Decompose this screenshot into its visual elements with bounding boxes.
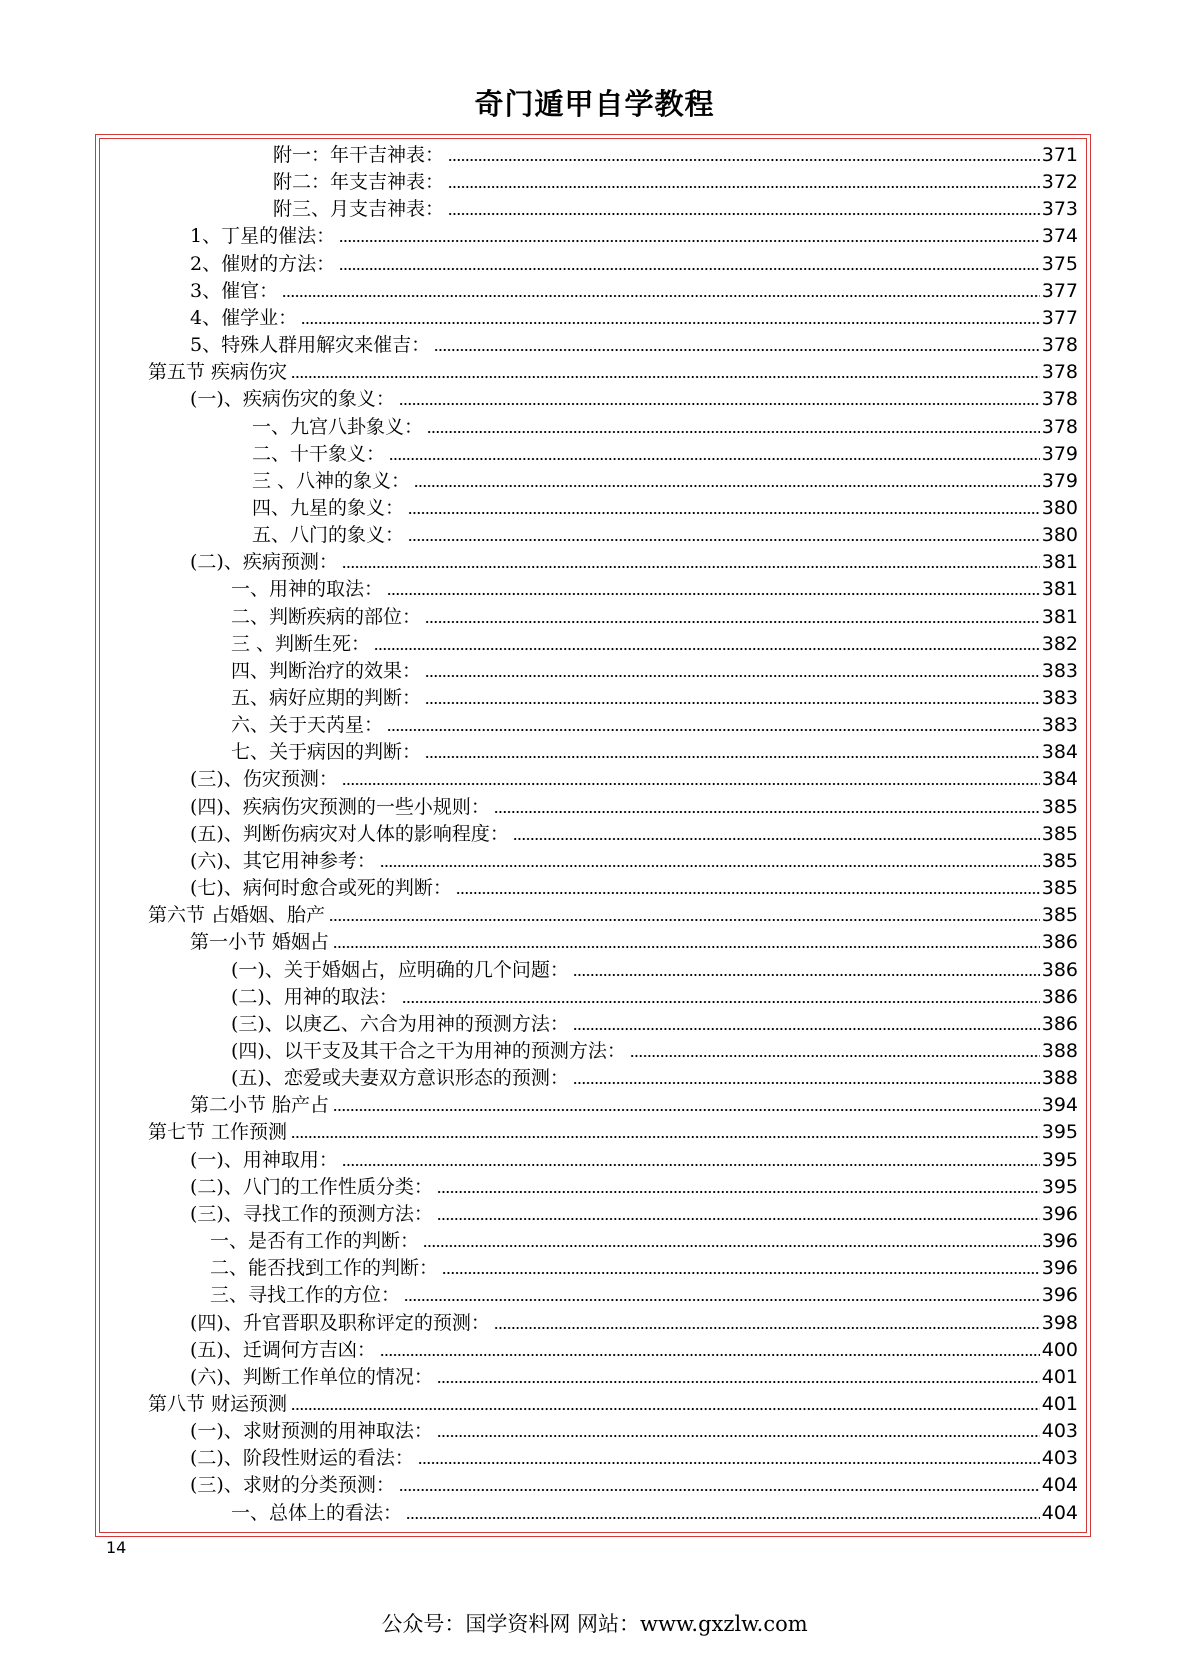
toc-entry-title: (一)、用神取用： [190, 1148, 338, 1171]
toc-dot-leader [437, 1217, 1040, 1221]
toc-entry[interactable] [190, 1416, 1078, 1443]
toc-entry[interactable] [190, 764, 1078, 791]
toc-entry-title: 第五节 疾病伤灾 [148, 361, 288, 384]
toc-entry-title: (二)、阶段性财运的看法： [190, 1447, 414, 1470]
toc-dot-leader [448, 212, 1040, 216]
toc-entry-title: (二)、疾病预测： [190, 551, 338, 574]
toc-entry-title: 五、八门的象义： [252, 524, 405, 547]
toc-entry-page: 378 [1041, 361, 1078, 384]
toc-entry-title: 三 、判断生死： [231, 632, 371, 655]
toc-entry-title: (三)、伤灾预测： [190, 768, 338, 791]
toc-entry[interactable] [190, 1090, 1078, 1117]
toc-entry-page: 378 [1041, 388, 1078, 411]
toc-dot-leader [339, 239, 1040, 243]
toc-entry[interactable] [190, 873, 1078, 900]
toc-dot-leader [342, 782, 1040, 786]
page-number: 14 [106, 1538, 127, 1557]
toc-entry-title: 第一小节 婚姻占 [190, 931, 330, 954]
toc-entry-title: (五)、恋爱或夫妻双方意识形态的预测： [231, 1067, 569, 1090]
toc-entry-title: 六、关于天芮星： [231, 714, 384, 737]
toc-entry-page: 401 [1041, 1392, 1078, 1415]
toc-dot-leader [573, 1081, 1040, 1085]
toc-entry-page: 386 [1041, 1012, 1078, 1035]
toc-entry-page: 381 [1041, 605, 1078, 628]
toc-entry-page: 380 [1041, 524, 1078, 547]
toc-dot-leader [291, 1135, 1040, 1139]
toc-dot-leader [423, 1244, 1040, 1248]
toc-entry-page: 383 [1041, 687, 1078, 709]
toc-entry-page: 385 [1041, 877, 1078, 899]
toc-entry-page: 396 [1041, 1257, 1078, 1280]
toc-entry[interactable] [231, 629, 1078, 656]
toc-entry[interactable] [231, 1063, 1078, 1090]
toc-entry[interactable] [273, 167, 1078, 194]
toc-entry-page: 385 [1041, 795, 1078, 818]
toc-dot-leader [380, 864, 1040, 868]
toc-entry[interactable] [190, 221, 1078, 248]
toc-entry-page: 379 [1041, 442, 1078, 465]
toc-entry[interactable] [190, 384, 1078, 411]
toc-dot-leader [402, 1000, 1040, 1004]
toc-entry[interactable] [231, 710, 1078, 737]
toc-entry[interactable] [252, 466, 1078, 493]
toc-entry-title: (三)、寻找工作的预测方法： [190, 1202, 433, 1225]
toc-entry-page: 385 [1041, 904, 1078, 927]
toc-dot-leader [414, 484, 1040, 488]
toc-entry[interactable] [231, 656, 1078, 683]
toc-dot-leader [399, 402, 1040, 406]
toc-entry-page: 388 [1041, 1067, 1078, 1090]
toc-entry-title: (五)、迁调何方吉凶： [190, 1338, 376, 1361]
toc-entry-title: (一)、疾病伤灾的象义： [190, 388, 395, 411]
toc-entry-title: (二)、用神的取法： [231, 985, 398, 1008]
toc-entry-page: 378 [1041, 415, 1078, 438]
toc-entry[interactable] [190, 1145, 1078, 1172]
toc-dot-leader [448, 158, 1040, 162]
toc-entry-title: 二、十干象义： [252, 442, 386, 465]
toc-entry-page: 377 [1041, 279, 1078, 302]
toc-entry-title: 二、判断疾病的部位： [231, 605, 422, 628]
toc-entry-page: 403 [1041, 1420, 1078, 1442]
toc-entry[interactable] [231, 574, 1078, 601]
toc-entry-page: 380 [1041, 496, 1078, 519]
toc-entry[interactable] [252, 412, 1078, 439]
toc-dot-leader [494, 1326, 1040, 1330]
toc-entry[interactable] [190, 1443, 1078, 1470]
toc-entry-title: 一、用神的取法： [231, 578, 384, 601]
toc-entry-title: (三)、以庚乙、六合为用神的预测方法： [231, 1012, 569, 1035]
toc-entry[interactable] [273, 194, 1078, 221]
toc-entry-title: 四、判断治疗的效果： [231, 659, 422, 682]
toc-entry[interactable] [252, 493, 1078, 520]
toc-dot-leader [329, 918, 1040, 922]
toc-entry-title: 附一：年干吉神表： [273, 144, 445, 166]
toc-entry[interactable] [210, 1280, 1078, 1307]
toc-entry-title: (三)、求财的分类预测： [190, 1474, 395, 1497]
toc-dot-leader [333, 945, 1040, 949]
toc-entry[interactable] [231, 737, 1078, 764]
toc-entry-page: 385 [1041, 822, 1078, 845]
toc-entry-page: 373 [1041, 198, 1078, 221]
toc-entry-title: (四)、以干支及其干合之干为用神的预测方法： [231, 1039, 626, 1062]
toc-entry-title: 第六节 占婚姻、胎产 [148, 904, 326, 927]
toc-entry-page: 395 [1041, 1148, 1078, 1171]
toc-dot-leader [425, 755, 1040, 759]
toc-entry[interactable] [231, 1498, 1078, 1525]
toc-entry[interactable] [231, 955, 1078, 982]
toc-entry-title: 一、九宫八卦象义： [252, 415, 424, 438]
toc-entry-page: 381 [1041, 578, 1078, 601]
toc-dot-leader [448, 185, 1040, 189]
toc-entry[interactable] [190, 792, 1078, 819]
toc-entry-page: 386 [1041, 958, 1078, 981]
toc-entry-title: (一)、求财预测的用神取法： [190, 1420, 433, 1442]
toc-dot-leader [291, 1407, 1040, 1411]
toc-dot-leader [342, 565, 1040, 569]
toc-entry[interactable] [190, 330, 1078, 357]
toc-entry-title: (五)、判断伤病灾对人体的影响程度： [190, 822, 509, 845]
toc-entry-title: 5、特殊人群用解灾来催吉： [190, 334, 431, 356]
toc-entry[interactable] [210, 1253, 1078, 1280]
toc-entry-title: 3、催官： [190, 279, 279, 302]
toc-entry[interactable] [190, 1335, 1078, 1362]
toc-entry[interactable] [190, 819, 1078, 846]
toc-entry-page: 398 [1041, 1311, 1078, 1334]
toc-dot-leader [387, 728, 1040, 732]
toc-entry-page: 395 [1041, 1175, 1078, 1198]
toc-entry[interactable] [148, 900, 1078, 927]
toc-dot-leader [456, 891, 1040, 895]
toc-entry-title: 第二小节 胎产占 [190, 1094, 330, 1117]
toc-entry[interactable] [148, 1389, 1078, 1416]
toc-entry[interactable] [231, 1036, 1078, 1063]
toc-entry-page: 379 [1041, 469, 1078, 492]
toc-entry-page: 375 [1041, 252, 1078, 275]
toc-entry[interactable] [210, 1226, 1078, 1253]
toc-entry[interactable] [190, 1199, 1078, 1226]
toc-entry-page: 383 [1041, 714, 1078, 737]
toc-dot-leader [425, 674, 1040, 678]
toc-entry-title: (二)、八门的工作性质分类： [190, 1175, 433, 1198]
toc-entry[interactable] [190, 276, 1078, 303]
toc-dot-leader [406, 1516, 1040, 1520]
footer-text: 公众号：国学资料网 网站：www.gxzlw.com [381, 1612, 808, 1636]
toc-entry[interactable] [190, 1362, 1078, 1389]
toc-entry-title: 附二：年支吉神表： [273, 171, 445, 194]
toc-entry-title: (六)、判断工作单位的情况： [190, 1365, 433, 1388]
toc-entry-page: 388 [1041, 1039, 1078, 1062]
toc-entry-title: (四)、升官晋职及职称评定的预测： [190, 1311, 490, 1334]
toc-dot-leader [437, 1380, 1040, 1384]
toc-entry-page: 384 [1041, 741, 1078, 764]
toc-entry-title: 五、病好应期的判断： [231, 687, 422, 709]
toc-entry-page: 396 [1041, 1230, 1078, 1252]
toc-dot-leader [339, 267, 1040, 271]
toc-entry-page: 374 [1041, 225, 1078, 248]
toc-entry[interactable] [231, 1009, 1078, 1036]
toc-dot-leader [418, 1461, 1040, 1465]
toc-entry[interactable] [148, 1117, 1078, 1144]
toc-dot-leader [282, 294, 1040, 298]
toc-entry-page: 400 [1041, 1338, 1078, 1361]
toc-entry-page: 385 [1041, 849, 1078, 872]
toc-entry[interactable] [148, 357, 1078, 384]
toc-entry-title: 4、催学业： [190, 306, 298, 329]
toc-entry-title: 第七节 工作预测 [148, 1121, 288, 1144]
toc-entry-page: 382 [1041, 632, 1078, 655]
toc-entry-title: (一)、关于婚姻占，应明确的几个问题： [231, 958, 569, 981]
toc-dot-leader [630, 1054, 1040, 1058]
toc-dot-leader [408, 538, 1040, 542]
toc-dot-leader [404, 1298, 1040, 1302]
toc-entry-title: (六)、其它用神参考： [190, 849, 376, 872]
toc-entry-page: 377 [1041, 306, 1078, 329]
toc-dot-leader [380, 1353, 1040, 1357]
toc-entry[interactable] [231, 683, 1078, 710]
toc-entry-title: 第八节 财运预测 [148, 1392, 288, 1415]
toc-entry-page: 404 [1041, 1474, 1078, 1497]
toc-entry-title: 一、总体上的看法： [231, 1501, 403, 1524]
toc-dot-leader [408, 511, 1040, 515]
toc-dot-leader [425, 701, 1040, 705]
toc-entry[interactable] [190, 547, 1078, 574]
toc-dot-leader [513, 837, 1040, 841]
toc-entry-page: 386 [1041, 931, 1078, 954]
document-title: 奇门遁甲自学教程 [474, 87, 715, 121]
toc-dot-leader [399, 1488, 1040, 1492]
toc-entry-title: 1、丁星的催法： [190, 225, 336, 248]
toc-entry-title: 三 、八神的象义： [252, 469, 411, 492]
toc-dot-leader [387, 592, 1040, 596]
toc-entry-page: 396 [1041, 1202, 1078, 1225]
toc-entry-title: 附三、月支吉神表： [273, 198, 445, 221]
toc-entry[interactable] [231, 982, 1078, 1009]
toc-entry-title: 七、关于病因的判断： [231, 741, 422, 764]
toc-dot-leader [291, 375, 1040, 379]
toc-entry-page: 386 [1041, 985, 1078, 1008]
toc-entry-title: 四、九星的象义： [252, 496, 405, 519]
toc-entry-page: 372 [1041, 171, 1078, 194]
toc-entry-page: 383 [1041, 659, 1078, 682]
toc-entry[interactable] [190, 1172, 1078, 1199]
toc-entry[interactable] [190, 1470, 1078, 1497]
toc-entry-title: 一、是否有工作的判断： [210, 1230, 420, 1252]
toc-dot-leader [425, 620, 1040, 624]
toc-dot-leader [434, 348, 1040, 352]
toc-entry-page: 381 [1041, 551, 1078, 574]
toc-dot-leader [437, 1434, 1040, 1438]
toc-entry-title: (四)、疾病伤灾预测的一些小规则： [190, 795, 490, 818]
toc-dot-leader [494, 810, 1040, 814]
toc-entry-page: 371 [1041, 144, 1078, 166]
toc-entry-page: 401 [1041, 1365, 1078, 1388]
toc-entry-page: 384 [1041, 768, 1078, 791]
toc-dot-leader [573, 1027, 1040, 1031]
toc-dot-leader [442, 1271, 1040, 1275]
toc-entry-page: 394 [1041, 1094, 1078, 1117]
toc-entry[interactable] [190, 1308, 1078, 1335]
toc-dot-leader [427, 430, 1040, 434]
toc-entry[interactable] [273, 140, 1078, 167]
toc-entry-page: 403 [1041, 1447, 1078, 1470]
toc-entry-title: (七)、病何时愈合或死的判断： [190, 877, 452, 899]
toc-entry[interactable] [190, 927, 1078, 954]
toc-entry[interactable] [190, 303, 1078, 330]
toc-entry-title: 二、能否找到工作的判断： [210, 1257, 439, 1280]
toc-dot-leader [374, 647, 1040, 651]
toc-entry-page: 396 [1041, 1284, 1078, 1307]
toc-entry[interactable] [252, 520, 1078, 547]
toc-entry[interactable] [231, 602, 1078, 629]
toc-entry[interactable] [190, 846, 1078, 873]
toc-entry-page: 404 [1041, 1501, 1078, 1524]
toc-dot-leader [342, 1163, 1040, 1167]
toc-dot-leader [437, 1190, 1040, 1194]
toc-entry[interactable] [252, 439, 1078, 466]
toc-entry-title: 三、寻找工作的方位： [210, 1284, 401, 1307]
toc-dot-leader [333, 1108, 1040, 1112]
toc-entry-page: 395 [1041, 1121, 1078, 1144]
toc-entry-title: 2、催财的方法： [190, 252, 336, 275]
toc-dot-leader [573, 973, 1040, 977]
toc-entry-page: 378 [1041, 334, 1078, 356]
toc-entry[interactable] [190, 249, 1078, 276]
toc-dot-leader [389, 457, 1040, 461]
toc-dot-leader [301, 321, 1040, 325]
